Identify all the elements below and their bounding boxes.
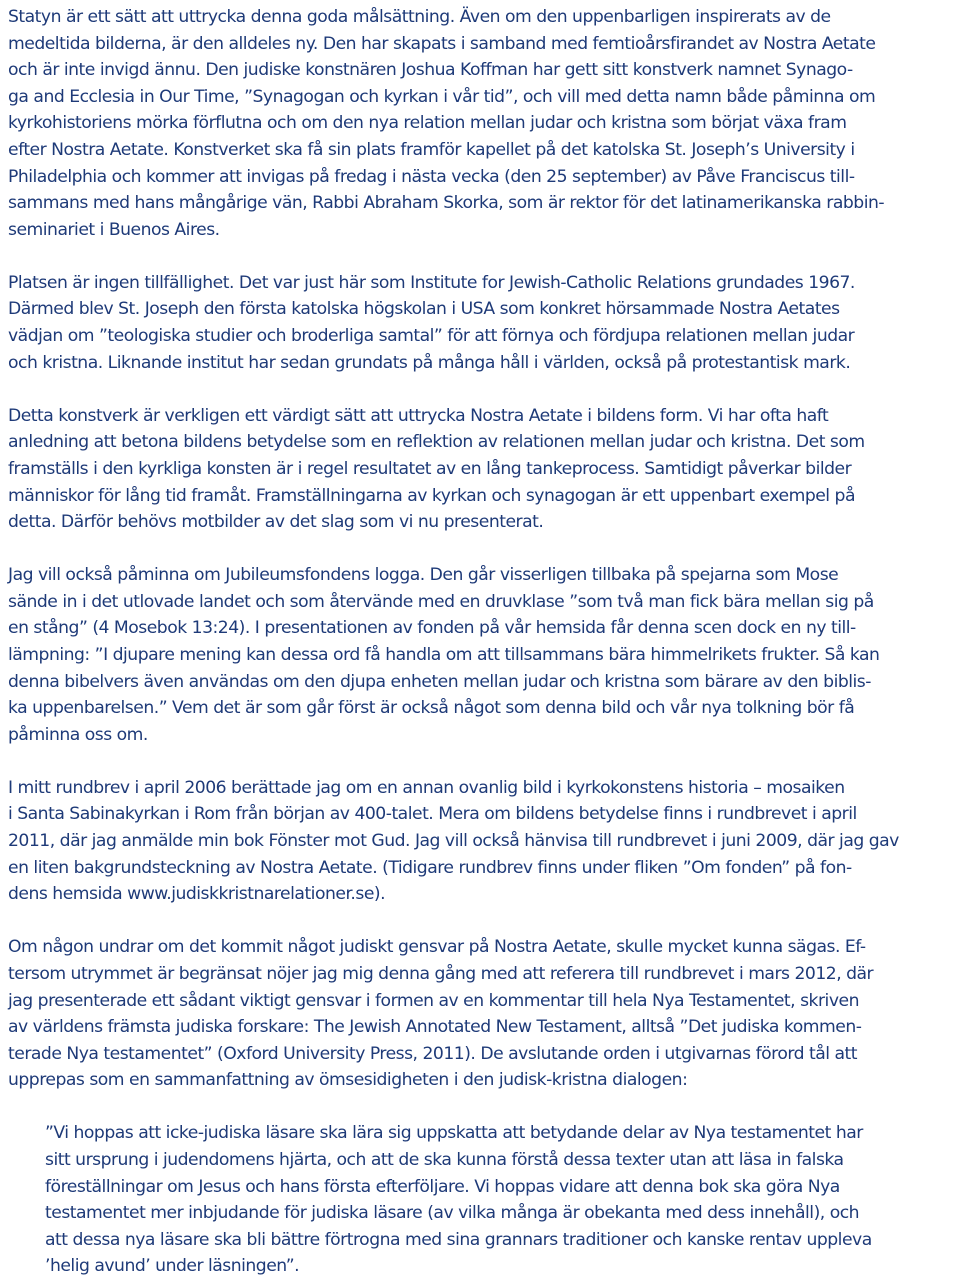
- paragraph-newsletter: [8, 775, 952, 908]
- text-line: Platsen är ingen tillfällighet. Det var just här som Institute for Jewish-Catholic Relations grundades 1967.: [8, 272, 855, 293]
- text-line: dens hemsida www.judiskkristnarelationer.se).: [8, 884, 386, 905]
- paragraph-artwork: [8, 403, 952, 536]
- text-line: Philadelphia och kommer att invigas på fredag i nästa vecka (den 25 september) av Påve Franciscus till-: [8, 166, 855, 187]
- text-line: Jag vill också påminna om Jubileumsfondens logga. Den går visserligen tillbaka på spejarna som Mose: [8, 565, 839, 586]
- text-line: framställs i den kyrkliga konsten är i regel resultatet av en lång tankeprocess. Samtidigt påverkar bilder: [8, 458, 852, 479]
- paragraph-logo: [8, 562, 952, 748]
- text-line: seminariet i Buenos Aires.: [8, 219, 220, 240]
- text-line: människor för lång tid framåt. Framställningarna av kyrkan och synagogan är ett uppenbart exempel på: [8, 485, 855, 506]
- text-line: en stång” (4 Mosebok 13:24). I presentationen av fonden på vår hemsida får denna scen dock en ny till-: [8, 618, 856, 639]
- text-line: Statyn är ett sätt att uttrycka denna goda målsättning. Även om den uppenbarligen inspirerats av de: [8, 7, 831, 27]
- text-line: och kristna. Liknande institut har sedan grundats på många håll i världen, också på protestantisk mark.: [8, 352, 851, 373]
- quote-line: testamentet mer inbjudande för judiska läsare (av vilka många är obekanta med dess innehåll), och: [45, 1203, 860, 1224]
- text-line: vädjan om ”teologiska studier och broderliga samtal” för att förnya och fördjupa relationen mellan judar: [8, 326, 855, 347]
- text-line: efter Nostra Aetate. Konstverket ska få sin plats framför kapellet på det katolska St. Joseph’s University i: [8, 139, 855, 160]
- text-line: terade Nya testamentet” (Oxford University Press, 2011). De avslutande orden i utgivarnas förord tål att: [8, 1043, 857, 1064]
- text-line: detta. Därför behövs motbilder av det slag som vi nu presenterat.: [8, 512, 544, 533]
- text-line: påminna oss om.: [8, 724, 148, 745]
- quote-line: föreställningar om Jesus och hans första efterföljare. Vi hoppas vidare att denna bok ska göra Nya: [45, 1176, 840, 1197]
- text-line: i Santa Sabinakyrkan i Rom från början av 400-talet. Mera om bildens betydelse finns i rundbrevet i april: [8, 804, 857, 825]
- quote-line: ”Vi hoppas att icke-judiska läsare ska lära sig uppskatta att betydande delar av Nya testamentet har: [45, 1123, 863, 1144]
- text-line: sammans med hans mångårige vän, Rabbi Abraham Skorka, som är rektor för det latinamerikanska rabbin-: [8, 193, 885, 214]
- text-line: kyrkohistoriens mörka förflutna och om den nya relation mellan judar och kristna som börjat växa fram: [8, 113, 847, 134]
- text-line: I mitt rundbrev i april 2006 berättade jag om en annan ovanlig bild i kyrkokonstens historia – mosaiken: [8, 777, 845, 798]
- text-line: sände in i det utlovade landet och som återvände med en druvklase ”som två man fick bära mellan sig på: [8, 591, 874, 612]
- text-line: Detta konstverk är verkligen ett värdigt sätt att uttrycka Nostra Aetate i bildens form. Vi har ofta haft: [8, 405, 829, 426]
- text-line: Om någon undrar om det kommit något judiskt gensvar på Nostra Aetate, skulle mycket kunna sägas. Ef-: [8, 937, 866, 958]
- text-line: upprepas som en sammanfattning av ömsesidigheten i den judisk-kristna dialogen:: [8, 1070, 688, 1091]
- text-line: ka uppenbarelsen.” Vem det är som går först är också något som denna bild och vår nya tolkning bör få: [8, 698, 855, 719]
- quote-line: ’helig avund’ under läsningen”.: [45, 1256, 300, 1277]
- quote-line: sitt ursprung i judendomens hjärta, och att de ska kunna förstå dessa texter utan att läsa in falska: [45, 1149, 844, 1170]
- text-line: medeltida bilderna, är den alldeles ny. Den har skapats i samband med femtioårsfirandet av Nostra Aetate: [8, 33, 876, 54]
- quote-line: att dessa nya läsare ska bli bättre förtrogna med sina grannars traditioner och kanske rentav uppleva: [45, 1229, 872, 1250]
- paragraph-institute: [8, 270, 952, 376]
- text-line: Därmed blev St. Joseph den första katolska högskolan i USA som konkret hörsammade Nostra Aetates: [8, 299, 840, 320]
- text-line: ga and Ecclesia in Our Time, ”Synagogan och kyrkan i vår tid”, och vill med detta namn både påminna om: [8, 86, 876, 107]
- text-line: denna bibelvers även användas om den djupa enheten mellan judar och kristna som bärare av den biblis-: [8, 671, 871, 692]
- text-line: 2011, där jag anmälde min bok Fönster mot Gud. Jag vill också hänvisa till rundbrevet i juni 2009, där jag gav: [8, 831, 899, 852]
- block-quote: [45, 1120, 952, 1280]
- text-line: anledning att betona bildens betydelse som en reflektion av relationen mellan judar och kristna. Det som: [8, 432, 865, 453]
- text-line: lämpning: ”I djupare mening kan dessa ord få handla om att tillsammans bära himmelrikets frukter. Så kan: [8, 644, 880, 665]
- text-line: jag presenterade ett sådant viktigt gensvar i formen av en kommentar till hela Nya Testamentet, skriven: [8, 990, 859, 1011]
- text-line: tersom utrymmet är begränsat nöjer jag mig denna gång med att referera till rundbrevet i mars 2012, där: [8, 963, 874, 984]
- paragraph-statue: [8, 4, 952, 243]
- text-line: och är inte invigd ännu. Den judiske konstnären Joshua Koffman har gett sitt konstverk namnet Synago-: [8, 60, 853, 81]
- paragraph-jewish-response: [8, 934, 952, 1094]
- text-line: av världens främsta judiska forskare: The Jewish Annotated New Testament, alltså ”Det judiska kommen-: [8, 1017, 862, 1038]
- text-line: en liten bakgrundsteckning av Nostra Aetate. (Tidigare rundbrev finns under fliken ”Om fonden” på fon-: [8, 857, 852, 878]
